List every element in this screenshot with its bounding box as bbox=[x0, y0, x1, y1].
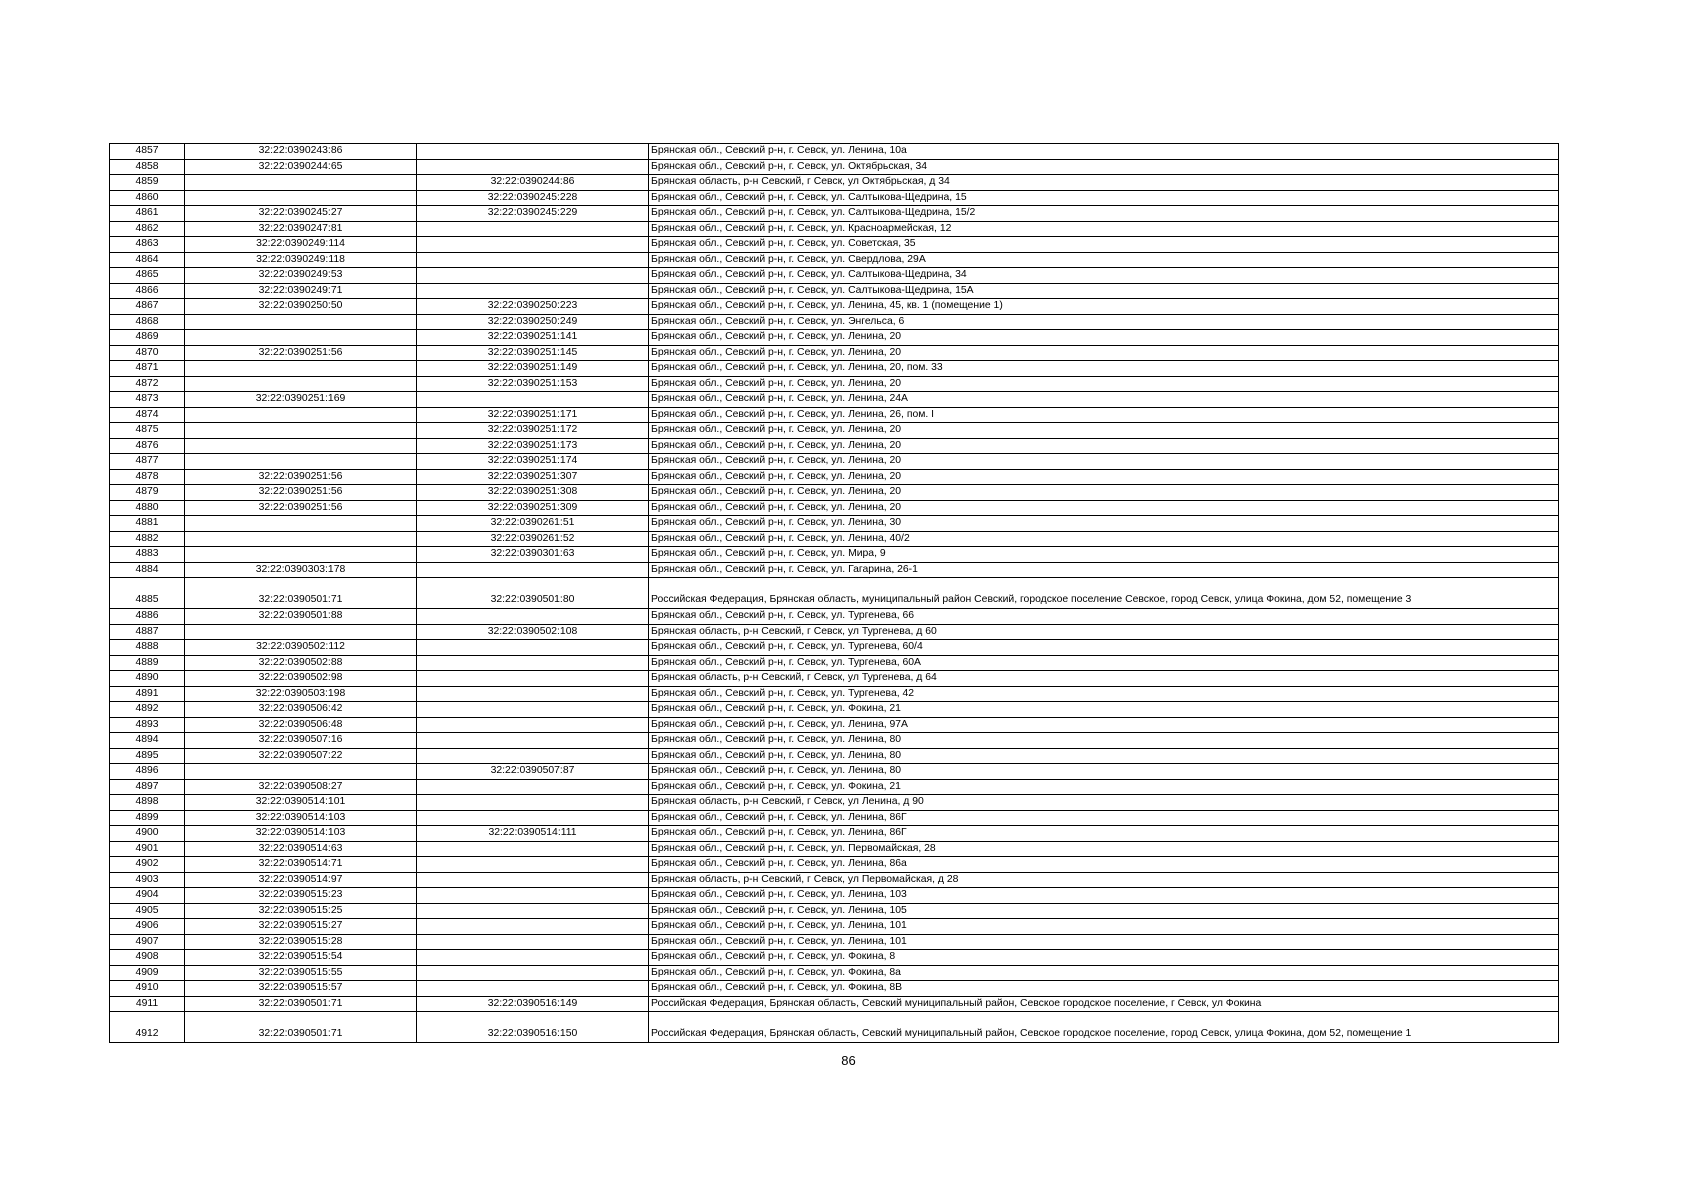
object-cadastral-number-cell bbox=[417, 795, 649, 811]
object-cadastral-number-cell bbox=[417, 717, 649, 733]
object-cadastral-number-cell: 32:22:0390261:51 bbox=[417, 516, 649, 532]
cadastral-number-cell: 32:22:0390515:23 bbox=[185, 888, 417, 904]
address-cell: Российская Федерация, Брянская область, муниципальный район Севский, городское поселение Севское, город Севск, улица Фокина, дом 52, помещение 3 bbox=[649, 578, 1559, 609]
table-row bbox=[110, 562, 1559, 578]
address-cell: Брянская обл., Севский р-н, г. Севск, ул. Ленина, 20 bbox=[649, 500, 1559, 516]
row-number-cell: 4887 bbox=[110, 624, 185, 640]
object-cadastral-number-cell: 32:22:0390261:52 bbox=[417, 531, 649, 547]
row-number-cell: 4886 bbox=[110, 609, 185, 625]
object-cadastral-number-cell: 32:22:0390244:86 bbox=[417, 175, 649, 191]
address-cell: Брянская обл., Севский р-н, г. Севск, ул. Тургенева, 42 bbox=[649, 686, 1559, 702]
cadastral-number-cell: 32:22:0390501:71 bbox=[185, 996, 417, 1012]
cadastral-number-cell: 32:22:0390243:86 bbox=[185, 144, 417, 160]
table-row bbox=[110, 175, 1559, 191]
address-cell: Брянская обл., Севский р-н, г. Севск, ул. Октябрьская, 34 bbox=[649, 159, 1559, 175]
cadastral-number-cell: 32:22:0390249:53 bbox=[185, 268, 417, 284]
cadastral-number-cell: 32:22:0390502:112 bbox=[185, 640, 417, 656]
address-cell: Брянская обл., Севский р-н, г. Севск, ул. Красноармейская, 12 bbox=[649, 221, 1559, 237]
object-cadastral-number-cell bbox=[417, 609, 649, 625]
address-cell: Брянская обл., Севский р-н, г. Севск, ул. Ленина, 10а bbox=[649, 144, 1559, 160]
address-cell: Брянская обл., Севский р-н, г. Севск, ул. Ленина, 20 bbox=[649, 469, 1559, 485]
address-cell: Брянская обл., Севский р-н, г. Севск, ул. Салтыкова-Щедрина, 15/2 bbox=[649, 206, 1559, 222]
row-number-cell: 4890 bbox=[110, 671, 185, 687]
row-number-cell: 4879 bbox=[110, 485, 185, 501]
row-number-cell: 4858 bbox=[110, 159, 185, 175]
object-cadastral-number-cell bbox=[417, 655, 649, 671]
cadastral-number-cell: 32:22:0390249:114 bbox=[185, 237, 417, 253]
table-row bbox=[110, 919, 1559, 935]
address-cell: Брянская обл., Севский р-н, г. Севск, ул. Гагарина, 26-1 bbox=[649, 562, 1559, 578]
row-number-cell: 4896 bbox=[110, 764, 185, 780]
cadastral-number-cell bbox=[185, 330, 417, 346]
row-number-cell: 4892 bbox=[110, 702, 185, 718]
row-number-cell: 4863 bbox=[110, 237, 185, 253]
row-number-cell: 4861 bbox=[110, 206, 185, 222]
object-cadastral-number-cell: 32:22:0390245:228 bbox=[417, 190, 649, 206]
row-number-cell: 4901 bbox=[110, 841, 185, 857]
address-cell: Брянская обл., Севский р-н, г. Севск, ул. Ленина, 30 bbox=[649, 516, 1559, 532]
row-number-cell: 4876 bbox=[110, 438, 185, 454]
table-row bbox=[110, 624, 1559, 640]
row-number-cell: 4871 bbox=[110, 361, 185, 377]
row-number-cell: 4867 bbox=[110, 299, 185, 315]
table-row bbox=[110, 299, 1559, 315]
row-number-cell: 4895 bbox=[110, 748, 185, 764]
address-cell: Брянская обл., Севский р-н, г. Севск, ул. Тургенева, 66 bbox=[649, 609, 1559, 625]
cadastral-number-cell: 32:22:0390514:71 bbox=[185, 857, 417, 873]
object-cadastral-number-cell: 32:22:0390251:174 bbox=[417, 454, 649, 470]
table-row bbox=[110, 640, 1559, 656]
cadastral-number-cell: 32:22:0390514:97 bbox=[185, 872, 417, 888]
cadastral-number-cell bbox=[185, 314, 417, 330]
object-cadastral-number-cell bbox=[417, 237, 649, 253]
object-cadastral-number-cell: 32:22:0390251:308 bbox=[417, 485, 649, 501]
address-cell: Брянская область, р-н Севский, г Севск, ул Ленина, д 90 bbox=[649, 795, 1559, 811]
address-cell: Брянская обл., Севский р-н, г. Севск, ул. Тургенева, 60А bbox=[649, 655, 1559, 671]
object-cadastral-number-cell bbox=[417, 392, 649, 408]
cadastral-number-cell: 32:22:0390507:22 bbox=[185, 748, 417, 764]
table-row bbox=[110, 531, 1559, 547]
object-cadastral-number-cell: 32:22:0390250:223 bbox=[417, 299, 649, 315]
address-cell: Брянская обл., Севский р-н, г. Севск, ул. Советская, 35 bbox=[649, 237, 1559, 253]
address-cell: Брянская обл., Севский р-н, г. Севск, ул. Ленина, 20 bbox=[649, 485, 1559, 501]
cadastral-number-cell: 32:22:0390244:65 bbox=[185, 159, 417, 175]
address-cell: Брянская обл., Севский р-н, г. Севск, ул. Тургенева, 60/4 bbox=[649, 640, 1559, 656]
table-row bbox=[110, 609, 1559, 625]
table-row bbox=[110, 376, 1559, 392]
cadastral-number-cell: 32:22:0390501:71 bbox=[185, 1012, 417, 1043]
table-row bbox=[110, 423, 1559, 439]
row-number-cell: 4891 bbox=[110, 686, 185, 702]
address-cell: Брянская обл., Севский р-н, г. Севск, ул. Фокина, 21 bbox=[649, 702, 1559, 718]
table-row bbox=[110, 764, 1559, 780]
table-row bbox=[110, 981, 1559, 997]
row-number-cell: 4883 bbox=[110, 547, 185, 563]
table-row bbox=[110, 206, 1559, 222]
address-cell: Брянская обл., Севский р-н, г. Севск, ул. Ленина, 80 bbox=[649, 748, 1559, 764]
cadastral-number-cell bbox=[185, 190, 417, 206]
cadastral-number-cell: 32:22:0390501:88 bbox=[185, 609, 417, 625]
object-cadastral-number-cell bbox=[417, 686, 649, 702]
table-row bbox=[110, 671, 1559, 687]
address-cell: Брянская обл., Севский р-н, г. Севск, ул. Первомайская, 28 bbox=[649, 841, 1559, 857]
table-row bbox=[110, 330, 1559, 346]
address-cell: Брянская обл., Севский р-н, г. Севск, ул. Ленина, 86Г bbox=[649, 826, 1559, 842]
row-number-cell: 4893 bbox=[110, 717, 185, 733]
table-row bbox=[110, 903, 1559, 919]
cadastral-number-cell: 32:22:0390515:27 bbox=[185, 919, 417, 935]
cadastral-number-cell: 32:22:0390251:56 bbox=[185, 345, 417, 361]
address-cell: Брянская обл., Севский р-н, г. Севск, ул. Ленина, 20, пом. 33 bbox=[649, 361, 1559, 377]
row-number-cell: 4857 bbox=[110, 144, 185, 160]
object-cadastral-number-cell bbox=[417, 562, 649, 578]
row-number-cell: 4864 bbox=[110, 252, 185, 268]
address-cell: Брянская обл., Севский р-н, г. Севск, ул. Ленина, 20 bbox=[649, 438, 1559, 454]
object-cadastral-number-cell bbox=[417, 702, 649, 718]
table-row bbox=[110, 547, 1559, 563]
table-row bbox=[110, 283, 1559, 299]
table-row bbox=[110, 392, 1559, 408]
address-cell: Брянская обл., Севский р-н, г. Севск, ул. Ленина, 80 bbox=[649, 733, 1559, 749]
address-cell: Брянская обл., Севский р-н, г. Севск, ул. Фокина, 21 bbox=[649, 779, 1559, 795]
address-cell: Брянская обл., Севский р-н, г. Севск, ул. Ленина, 26, пом. I bbox=[649, 407, 1559, 423]
object-cadastral-number-cell: 32:22:0390245:229 bbox=[417, 206, 649, 222]
address-cell: Брянская обл., Севский р-н, г. Севск, ул. Ленина, 80 bbox=[649, 764, 1559, 780]
table-row bbox=[110, 795, 1559, 811]
table-row bbox=[110, 237, 1559, 253]
registry-table bbox=[109, 143, 1559, 1043]
row-number-cell: 4865 bbox=[110, 268, 185, 284]
address-cell: Брянская обл., Севский р-н, г. Севск, ул. Ленина, 20 bbox=[649, 454, 1559, 470]
cadastral-number-cell bbox=[185, 454, 417, 470]
address-cell: Брянская обл., Севский р-н, г. Севск, ул. Ленина, 101 bbox=[649, 934, 1559, 950]
row-number-cell: 4885 bbox=[110, 578, 185, 609]
object-cadastral-number-cell bbox=[417, 221, 649, 237]
cadastral-number-cell: 32:22:0390247:81 bbox=[185, 221, 417, 237]
cadastral-number-cell bbox=[185, 531, 417, 547]
table-row bbox=[110, 268, 1559, 284]
row-number-cell: 4884 bbox=[110, 562, 185, 578]
address-cell: Брянская обл., Севский р-н, г. Севск, ул. Салтыкова-Щедрина, 34 bbox=[649, 268, 1559, 284]
row-number-cell: 4894 bbox=[110, 733, 185, 749]
object-cadastral-number-cell: 32:22:0390301:63 bbox=[417, 547, 649, 563]
table-row bbox=[110, 485, 1559, 501]
row-number-cell: 4905 bbox=[110, 903, 185, 919]
table-row bbox=[110, 748, 1559, 764]
table-row bbox=[110, 810, 1559, 826]
table-row bbox=[110, 965, 1559, 981]
object-cadastral-number-cell: 32:22:0390251:145 bbox=[417, 345, 649, 361]
object-cadastral-number-cell bbox=[417, 252, 649, 268]
table-row bbox=[110, 500, 1559, 516]
row-number-cell: 4874 bbox=[110, 407, 185, 423]
address-cell: Брянская область, р-н Севский, г Севск, ул Тургенева, д 60 bbox=[649, 624, 1559, 640]
row-number-cell: 4872 bbox=[110, 376, 185, 392]
address-cell: Брянская обл., Севский р-н, г. Севск, ул. Энгельса, 6 bbox=[649, 314, 1559, 330]
cadastral-number-cell: 32:22:0390508:27 bbox=[185, 779, 417, 795]
row-number-cell: 4880 bbox=[110, 500, 185, 516]
page-number: 86 bbox=[841, 1053, 856, 1068]
table-row bbox=[110, 826, 1559, 842]
table-row bbox=[110, 578, 1559, 609]
row-number-cell: 4868 bbox=[110, 314, 185, 330]
cadastral-number-cell: 32:22:0390514:103 bbox=[185, 826, 417, 842]
object-cadastral-number-cell: 32:22:0390514:111 bbox=[417, 826, 649, 842]
row-number-cell: 4911 bbox=[110, 996, 185, 1012]
table-row bbox=[110, 702, 1559, 718]
object-cadastral-number-cell: 32:22:0390251:153 bbox=[417, 376, 649, 392]
address-cell: Брянская обл., Севский р-н, г. Севск, ул. Ленина, 86Г bbox=[649, 810, 1559, 826]
object-cadastral-number-cell bbox=[417, 950, 649, 966]
cadastral-number-cell: 32:22:0390515:28 bbox=[185, 934, 417, 950]
object-cadastral-number-cell bbox=[417, 872, 649, 888]
object-cadastral-number-cell: 32:22:0390502:108 bbox=[417, 624, 649, 640]
table-row bbox=[110, 190, 1559, 206]
row-number-cell: 4912 bbox=[110, 1012, 185, 1043]
cadastral-number-cell: 32:22:0390502:88 bbox=[185, 655, 417, 671]
address-cell: Брянская обл., Севский р-н, г. Севск, ул. Ленина, 103 bbox=[649, 888, 1559, 904]
address-cell: Брянская обл., Севский р-н, г. Севск, ул. Свердлова, 29А bbox=[649, 252, 1559, 268]
object-cadastral-number-cell bbox=[417, 159, 649, 175]
row-number-cell: 4909 bbox=[110, 965, 185, 981]
object-cadastral-number-cell: 32:22:0390501:80 bbox=[417, 578, 649, 609]
table-row bbox=[110, 733, 1559, 749]
table-row bbox=[110, 314, 1559, 330]
address-cell: Брянская обл., Севский р-н, г. Севск, ул. Ленина, 20 bbox=[649, 376, 1559, 392]
row-number-cell: 4869 bbox=[110, 330, 185, 346]
row-number-cell: 4877 bbox=[110, 454, 185, 470]
row-number-cell: 4902 bbox=[110, 857, 185, 873]
cadastral-number-cell bbox=[185, 624, 417, 640]
table-row bbox=[110, 252, 1559, 268]
object-cadastral-number-cell bbox=[417, 748, 649, 764]
table-row bbox=[110, 438, 1559, 454]
cadastral-number-cell: 32:22:0390502:98 bbox=[185, 671, 417, 687]
address-cell: Брянская обл., Севский р-н, г. Севск, ул. Ленина, 105 bbox=[649, 903, 1559, 919]
address-cell: Брянская обл., Севский р-н, г. Севск, ул. Фокина, 8В bbox=[649, 981, 1559, 997]
cadastral-number-cell: 32:22:0390514:101 bbox=[185, 795, 417, 811]
object-cadastral-number-cell bbox=[417, 965, 649, 981]
cadastral-number-cell: 32:22:0390514:103 bbox=[185, 810, 417, 826]
address-cell: Брянская область, р-н Севский, г Севск, ул Первомайская, д 28 bbox=[649, 872, 1559, 888]
object-cadastral-number-cell: 32:22:0390251:141 bbox=[417, 330, 649, 346]
object-cadastral-number-cell: 32:22:0390251:309 bbox=[417, 500, 649, 516]
cadastral-number-cell: 32:22:0390515:54 bbox=[185, 950, 417, 966]
object-cadastral-number-cell: 32:22:0390251:172 bbox=[417, 423, 649, 439]
row-number-cell: 4881 bbox=[110, 516, 185, 532]
table-row bbox=[110, 345, 1559, 361]
cadastral-number-cell: 32:22:0390250:50 bbox=[185, 299, 417, 315]
cadastral-number-cell: 32:22:0390515:55 bbox=[185, 965, 417, 981]
table-row bbox=[110, 934, 1559, 950]
cadastral-number-cell: 32:22:0390506:48 bbox=[185, 717, 417, 733]
row-number-cell: 4859 bbox=[110, 175, 185, 191]
address-cell: Брянская обл., Севский р-н, г. Севск, ул. Ленина, 20 bbox=[649, 423, 1559, 439]
table-row bbox=[110, 655, 1559, 671]
object-cadastral-number-cell: 32:22:0390251:173 bbox=[417, 438, 649, 454]
cadastral-number-cell: 32:22:0390506:42 bbox=[185, 702, 417, 718]
object-cadastral-number-cell bbox=[417, 779, 649, 795]
table-row bbox=[110, 1012, 1559, 1043]
address-cell: Брянская область, р-н Севский, г Севск, ул Октябрьская, д 34 bbox=[649, 175, 1559, 191]
object-cadastral-number-cell: 32:22:0390507:87 bbox=[417, 764, 649, 780]
table-row bbox=[110, 407, 1559, 423]
address-cell: Брянская обл., Севский р-н, г. Севск, ул. Ленина, 20 bbox=[649, 345, 1559, 361]
object-cadastral-number-cell: 32:22:0390516:149 bbox=[417, 996, 649, 1012]
object-cadastral-number-cell bbox=[417, 934, 649, 950]
table-row bbox=[110, 361, 1559, 377]
object-cadastral-number-cell: 32:22:0390251:307 bbox=[417, 469, 649, 485]
row-number-cell: 4908 bbox=[110, 950, 185, 966]
row-number-cell: 4860 bbox=[110, 190, 185, 206]
cadastral-number-cell: 32:22:0390249:118 bbox=[185, 252, 417, 268]
cadastral-number-cell bbox=[185, 361, 417, 377]
address-cell: Брянская обл., Севский р-н, г. Севск, ул. Ленина, 20 bbox=[649, 330, 1559, 346]
table-row bbox=[110, 159, 1559, 175]
row-number-cell: 4900 bbox=[110, 826, 185, 842]
address-cell: Брянская обл., Севский р-н, г. Севск, ул. Салтыкова-Щедрина, 15А bbox=[649, 283, 1559, 299]
row-number-cell: 4907 bbox=[110, 934, 185, 950]
address-cell: Брянская обл., Севский р-н, г. Севск, ул. Ленина, 97А bbox=[649, 717, 1559, 733]
object-cadastral-number-cell: 32:22:0390251:149 bbox=[417, 361, 649, 377]
table-row bbox=[110, 996, 1559, 1012]
object-cadastral-number-cell bbox=[417, 640, 649, 656]
object-cadastral-number-cell: 32:22:0390251:171 bbox=[417, 407, 649, 423]
cadastral-number-cell: 32:22:0390514:63 bbox=[185, 841, 417, 857]
cadastral-number-cell: 32:22:0390249:71 bbox=[185, 283, 417, 299]
table-row bbox=[110, 516, 1559, 532]
cadastral-number-cell: 32:22:0390251:56 bbox=[185, 500, 417, 516]
cadastral-number-cell bbox=[185, 516, 417, 532]
row-number-cell: 4882 bbox=[110, 531, 185, 547]
row-number-cell: 4873 bbox=[110, 392, 185, 408]
object-cadastral-number-cell bbox=[417, 268, 649, 284]
cadastral-number-cell: 32:22:0390245:27 bbox=[185, 206, 417, 222]
table-row bbox=[110, 469, 1559, 485]
cadastral-number-cell bbox=[185, 764, 417, 780]
table-row bbox=[110, 888, 1559, 904]
table-row bbox=[110, 717, 1559, 733]
table-row bbox=[110, 144, 1559, 160]
object-cadastral-number-cell bbox=[417, 283, 649, 299]
row-number-cell: 4866 bbox=[110, 283, 185, 299]
address-cell: Брянская обл., Севский р-н, г. Севск, ул. Ленина, 86а bbox=[649, 857, 1559, 873]
cadastral-number-cell bbox=[185, 407, 417, 423]
address-cell: Брянская обл., Севский р-н, г. Севск, ул. Салтыкова-Щедрина, 15 bbox=[649, 190, 1559, 206]
object-cadastral-number-cell bbox=[417, 733, 649, 749]
registry-table-body bbox=[110, 144, 1559, 1043]
cadastral-number-cell bbox=[185, 438, 417, 454]
table-row bbox=[110, 686, 1559, 702]
cadastral-number-cell: 32:22:0390507:16 bbox=[185, 733, 417, 749]
table-row bbox=[110, 857, 1559, 873]
cadastral-number-cell bbox=[185, 376, 417, 392]
cadastral-number-cell bbox=[185, 175, 417, 191]
address-cell: Брянская обл., Севский р-н, г. Севск, ул. Фокина, 8а bbox=[649, 965, 1559, 981]
object-cadastral-number-cell: 32:22:0390250:249 bbox=[417, 314, 649, 330]
row-number-cell: 4898 bbox=[110, 795, 185, 811]
address-cell: Брянская область, р-н Севский, г Севск, ул Тургенева, д 64 bbox=[649, 671, 1559, 687]
cadastral-number-cell: 32:22:0390251:56 bbox=[185, 469, 417, 485]
row-number-cell: 4897 bbox=[110, 779, 185, 795]
cadastral-number-cell: 32:22:0390303:178 bbox=[185, 562, 417, 578]
address-cell: Российская Федерация, Брянская область, Севский муниципальный район, Севское городское поселение, город Севск, улица Фокина, дом 52, помещение 1 bbox=[649, 1012, 1559, 1043]
row-number-cell: 4878 bbox=[110, 469, 185, 485]
row-number-cell: 4906 bbox=[110, 919, 185, 935]
object-cadastral-number-cell bbox=[417, 857, 649, 873]
row-number-cell: 4870 bbox=[110, 345, 185, 361]
table-row bbox=[110, 872, 1559, 888]
cadastral-number-cell: 32:22:0390515:25 bbox=[185, 903, 417, 919]
address-cell: Брянская обл., Севский р-н, г. Севск, ул. Фокина, 8 bbox=[649, 950, 1559, 966]
address-cell: Брянская обл., Севский р-н, г. Севск, ул. Ленина, 45, кв. 1 (помещение 1) bbox=[649, 299, 1559, 315]
table-row bbox=[110, 950, 1559, 966]
object-cadastral-number-cell bbox=[417, 144, 649, 160]
object-cadastral-number-cell: 32:22:0390516:150 bbox=[417, 1012, 649, 1043]
row-number-cell: 4862 bbox=[110, 221, 185, 237]
row-number-cell: 4888 bbox=[110, 640, 185, 656]
object-cadastral-number-cell bbox=[417, 810, 649, 826]
address-cell: Брянская обл., Севский р-н, г. Севск, ул. Мира, 9 bbox=[649, 547, 1559, 563]
row-number-cell: 4889 bbox=[110, 655, 185, 671]
object-cadastral-number-cell bbox=[417, 888, 649, 904]
cadastral-number-cell: 32:22:0390501:71 bbox=[185, 578, 417, 609]
object-cadastral-number-cell bbox=[417, 671, 649, 687]
cadastral-number-cell bbox=[185, 547, 417, 563]
table-row bbox=[110, 779, 1559, 795]
table-row bbox=[110, 841, 1559, 857]
row-number-cell: 4903 bbox=[110, 872, 185, 888]
cadastral-number-cell bbox=[185, 423, 417, 439]
row-number-cell: 4899 bbox=[110, 810, 185, 826]
address-cell: Брянская обл., Севский р-н, г. Севск, ул. Ленина, 40/2 bbox=[649, 531, 1559, 547]
row-number-cell: 4910 bbox=[110, 981, 185, 997]
row-number-cell: 4904 bbox=[110, 888, 185, 904]
table-row bbox=[110, 221, 1559, 237]
cadastral-number-cell: 32:22:0390515:57 bbox=[185, 981, 417, 997]
object-cadastral-number-cell bbox=[417, 981, 649, 997]
table-row bbox=[110, 454, 1559, 470]
object-cadastral-number-cell bbox=[417, 919, 649, 935]
row-number-cell: 4875 bbox=[110, 423, 185, 439]
cadastral-number-cell: 32:22:0390503:198 bbox=[185, 686, 417, 702]
cadastral-number-cell: 32:22:0390251:56 bbox=[185, 485, 417, 501]
address-cell: Брянская обл., Севский р-н, г. Севск, ул. Ленина, 101 bbox=[649, 919, 1559, 935]
object-cadastral-number-cell bbox=[417, 903, 649, 919]
object-cadastral-number-cell bbox=[417, 841, 649, 857]
cadastral-number-cell: 32:22:0390251:169 bbox=[185, 392, 417, 408]
address-cell: Брянская обл., Севский р-н, г. Севск, ул. Ленина, 24А bbox=[649, 392, 1559, 408]
address-cell: Российская Федерация, Брянская область, Севский муниципальный район, Севское городское поселение, г Севск, ул Фокина bbox=[649, 996, 1559, 1012]
